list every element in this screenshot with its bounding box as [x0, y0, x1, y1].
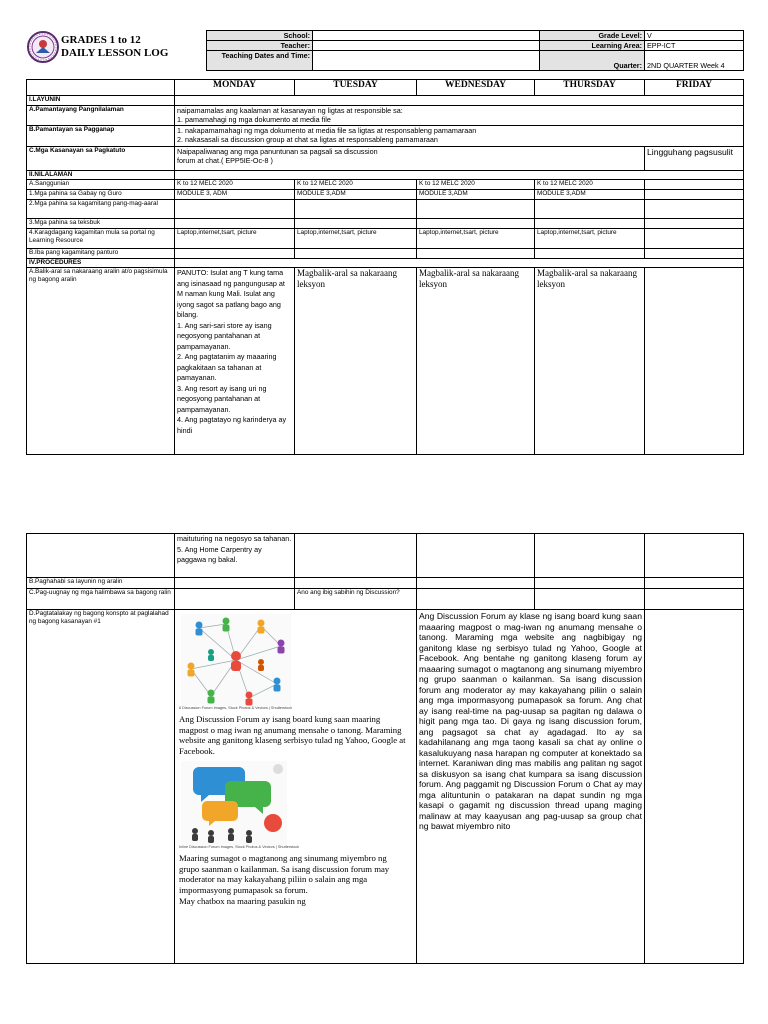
monday-discussion-text3: May chatbox na maaring pasukin ng — [179, 895, 306, 906]
learning-area-value: EPP-ICT — [645, 41, 744, 51]
lesson-log-table-page1 — [26, 79, 744, 455]
monday-item-1: 1. Ang sari-sari store ay isang negosyong pantahanan at pampamayanan. — [177, 320, 272, 351]
deped-seal-logo — [27, 31, 59, 63]
teaching-dates-field[interactable] — [313, 51, 540, 71]
gabay-monday: MODULE 3, ADM — [175, 190, 295, 200]
row-label-balik-aral: A.Balik-aral sa nakaraang aralin at/o pagsisimula ng bagong aralin — [27, 268, 175, 455]
pg-text-line1: 1. nakapamamahagi ng mga dokumento at media file sa ligtas at responsableng pamamaraan — [177, 126, 477, 135]
row-label-pamantayan-pagganap: B.Pamantayan sa Pagganap — [27, 126, 175, 147]
pg-text-line2: 2. nakasasali sa discussion group at chat sa ligtas at responsableng pamamaraan — [177, 135, 438, 144]
pag-uugnay-tuesday: Ano ang ibig sabihin ng Discussion? — [295, 589, 417, 610]
row-label-pag-uugnay: C.Pag-uugnay ng mga halimbawa sa bagong ralin — [27, 589, 175, 610]
balik-aral-thursday: Magbalik-aral sa nakaraang leksyon — [535, 268, 645, 455]
row-label-pamantayang-pangnilalaman: A.Pamantayang Pangnilalaman — [27, 106, 175, 126]
gabay-wednesday: MODULE 3,ADM — [417, 190, 535, 200]
sanggunian-friday — [645, 180, 744, 190]
grade-level-label: Grade Level: — [540, 31, 645, 41]
sanggunian-thursday: K to 12 MELC 2020 — [535, 180, 645, 190]
day-header-thursday: THURSDAY — [535, 80, 645, 96]
gabay-friday — [645, 190, 744, 200]
pic1-caption: 6 Discussion Forum Images, Stock Photos & Vectors | Shutterstock — [179, 706, 293, 710]
monday-discussion-text1: Ang Discussion Forum ay isang board kung saan maaring magpost o mag iwan ng anumang mensahe o tanong. Maraming website ang ganitong klaseng serbisyo tulad ng Yahoo, Google at Facebook. — [179, 714, 406, 757]
balik-aral-wednesday: Magbalik-aral sa nakaraang leksyon — [417, 268, 535, 455]
monday-panuto: PANUTO: Isulat ang T kung tama ang isinasaad ng pangungusap at M naman kung Mali. Isulat ang iyong sagot sa patlang bago ang bilang. — [177, 268, 285, 319]
procedures-span — [175, 259, 744, 268]
teacher-field[interactable] — [313, 41, 540, 51]
day-header-friday: FRIDAY — [645, 80, 744, 96]
row-label-kagamitang-mag-aaral: 2.Mga pahina sa kagamitang pang-mag-aaral — [27, 200, 175, 219]
section-layunin: I.LAYUNIN — [27, 96, 175, 106]
header-info-table — [206, 30, 744, 71]
quarter-value: 2ND QUARTER Week 4 — [645, 51, 744, 71]
row-label-paghahabi: B.Paghahabi sa layunin ng aralin — [27, 578, 175, 589]
doc-title-line2: DAILY LESSON LOG — [61, 47, 169, 59]
sanggunian-wednesday: K to 12 MELC 2020 — [417, 180, 535, 190]
karagdagang-thursday: Laptop,internet,tsart, picture — [535, 229, 645, 249]
day-header-tuesday: TUESDAY — [295, 80, 417, 96]
layunin-span — [175, 96, 744, 106]
quarter-label: Quarter: — [540, 51, 645, 71]
row-label-pagtalakay: D.Pagtatalakay ng bagong konspto at paglalahad ng bagong kasanayan #1 — [27, 610, 175, 964]
balik-aral-tuesday: Magbalik-aral sa nakaraang leksyon — [295, 268, 417, 455]
kasanayan-text-line2: forum at chat.( EPP5IE-Oc-8 ) — [177, 156, 273, 165]
monday-item-3: 3. Ang resort ay isang uri ng negosyong pantahanan at pampamayanan. — [177, 383, 267, 414]
teaching-dates-label: Teaching Dates and Time: — [207, 51, 313, 71]
monday-item-5: 5. Ang Home Carpentry ay paggawa ng bakal. — [177, 544, 262, 564]
sanggunian-monday: K to 12 MELC 2020 — [175, 180, 295, 190]
school-label: School: — [207, 31, 313, 41]
section-nilalaman: II.NILALAMAN — [27, 171, 175, 180]
karagdagang-tuesday: Laptop,internet,tsart, picture — [295, 229, 417, 249]
row-label-teksbuk: 3.Mga pahina sa teksbuk — [27, 219, 175, 229]
lesson-log-table-page2 — [26, 533, 744, 964]
kasanayan-text-line1: Naipapaliwanag ang mga panuntunan sa pagsali sa discussion — [177, 147, 378, 156]
school-field[interactable] — [313, 31, 540, 41]
pp-text-line1: naipamamalas ang kaalaman at kasanayan ng ligtas at responsible sa: — [177, 106, 403, 115]
continued-label-cell — [27, 534, 175, 578]
pagtalakay-friday — [645, 610, 744, 964]
corner-cell — [27, 80, 175, 96]
monday-item-4: 4. Ang pagtatayo ng karinderya ay hindi — [177, 415, 287, 435]
row-label-gabay: 1.Mga pahina sa Gabay ng Guro — [27, 190, 175, 200]
balik-aral-friday — [645, 268, 744, 455]
teacher-label: Teacher: — [207, 41, 313, 51]
monday-item-2: 2. Ang pagtatanim ay maaaring pagkakitaan sa tahanan at pamayanan. — [177, 352, 277, 382]
discussion-bubbles-image — [181, 761, 287, 845]
sanggunian-tuesday: K to 12 MELC 2020 — [295, 180, 417, 190]
learning-area-label: Learning Area: — [540, 41, 645, 51]
day-header-wednesday: WEDNESDAY — [417, 80, 535, 96]
day-header-monday: MONDAY — [175, 80, 295, 96]
section-procedures: IV.PROCEDURES — [27, 259, 175, 268]
pp-text-line2: 1. pamamahagi ng mga dokumento at media file — [177, 115, 331, 124]
row-label-kasanayan: C.Mga Kasanayan sa Pagkatuto — [27, 147, 175, 171]
row-label-sanggunian: A.Sanggunian — [27, 180, 175, 190]
karagdagang-wednesday: Laptop,internet,tsart, picture — [417, 229, 535, 249]
discussion-forum-network-image — [181, 614, 291, 706]
kasanayan-friday: Lingguhang pagsusulit — [645, 147, 744, 171]
doc-title-line1: GRADES 1 to 12 — [61, 34, 141, 46]
monday-discussion-text2: Maaring sumagot o magtanong ang sinumang miyembro ng grupo saanman o kailanman. Sa isang discussion forum may moderator na may kakayahang piliin o salain ang mga impormasyong pumapasok sa forum. — [179, 852, 390, 895]
wednesday-discussion-text: Ang Discussion Forum ay klase ng isang board kung saan maaaring magpost o mag-iwan ng anumang mensahe o tanong. Maraming mga website ang nagbibigay ng ganitong klase ng serbisyo tulad ng Yahoo, Google at Facebook. Ang bentahe ng ganitong klaseng forum ay maaaring sumagot o magtanong ang sinumang miyembro ng grupo saanman o kailanman. Sa isang discussion forum ang moderator ay may kakayahang piliin o salain ang mga impormasyong pumapasok sa forum. Ang chat ay isang real-time na pag-uusap sa pagitan ng dalawa o higit pang mga tao. Di gaya ng isang discussion forum, ang pagsagot sa chat ay agadagad. Ito ay sa kadahilanang ang mga taong kasali sa chat ay online o kasalukuyang nasa harapan ng computer at konektado sa internet. Karaniwan ding mas mabilis ang palitan ng sagot sa diskusyon sa isang chat kumpara sa isang discussion forum. Ang paggamit ng Discussion Forum o Chat ay may mga alituntunin o patakaran na dapat sundin ng mga kasapi o gagamit ng discussion thread upang maging malinaw at may kaayusan ang pag-uusap sa group chat ng bawat miyembro nito — [417, 610, 645, 964]
gabay-thursday: MODULE 3,ADM — [535, 190, 645, 200]
pic2-caption: Inline Discussion Forum Images, Stock Photos & Vectors | Shutterstock — [179, 844, 300, 849]
nilalaman-span — [175, 171, 744, 180]
row-label-karagdagang: 4.Karagdagang kagamitan mula sa portal ng Learning Resource — [27, 229, 175, 249]
row-label-iba-pang: B.Iba pang kagamitang panturo — [27, 249, 175, 259]
grade-level-value: V — [645, 31, 744, 41]
karagdagang-monday: Laptop,internet,tsart, picture — [175, 229, 295, 249]
monday-continued: maituturing na negosyo sa tahanan. — [177, 534, 292, 543]
gabay-tuesday: MODULE 3,ADM — [295, 190, 417, 200]
